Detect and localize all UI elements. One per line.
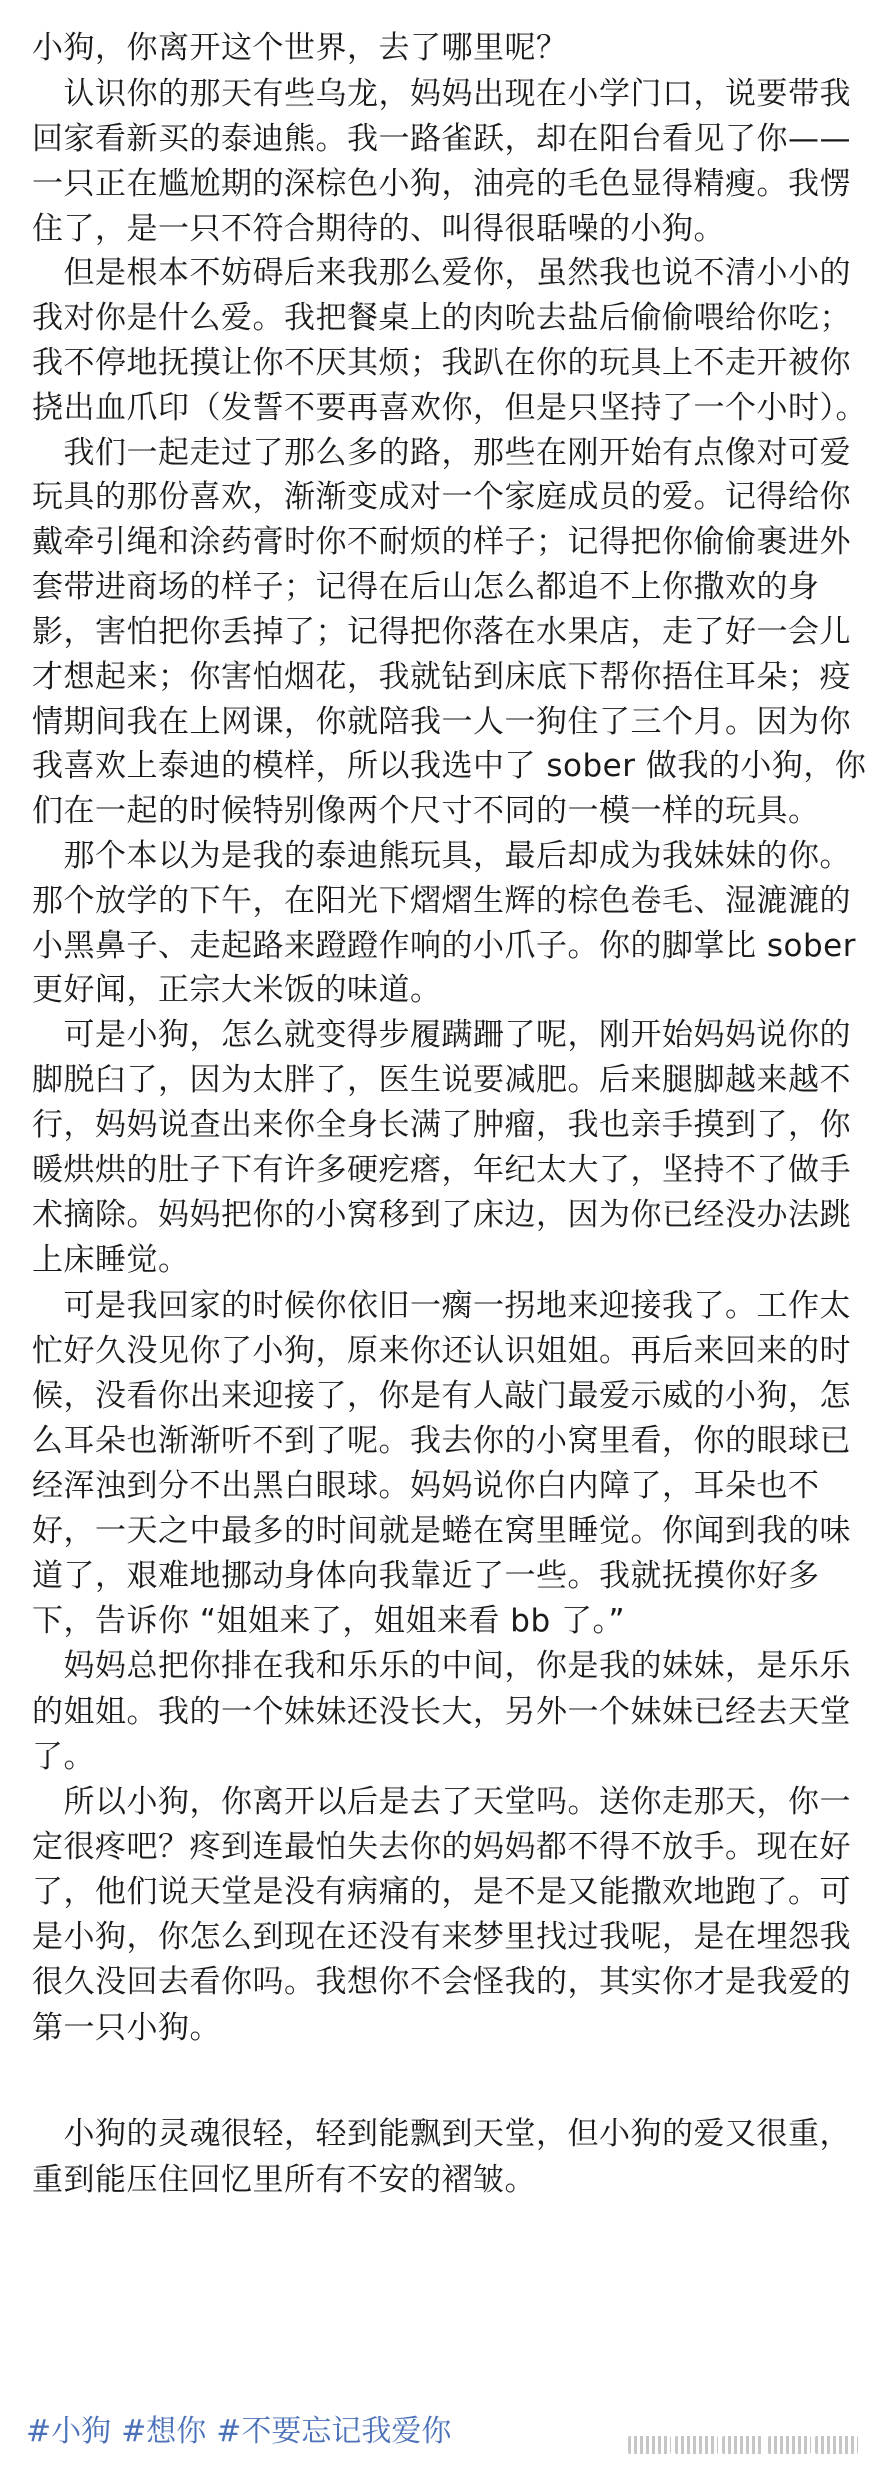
- body-line: 可是小狗，怎么就变得步履蹒跚了呢，刚开始妈妈说你的: [32, 1017, 851, 1053]
- body-line: 脚脱臼了，因为太胖了，医生说要减肥。后来腿脚越来越不: [32, 1062, 851, 1098]
- body-line: 玩具的那份喜欢，渐渐变成对一个家庭成员的爱。记得给你: [32, 479, 851, 515]
- body-line: 影，害怕把你丢掉了；记得把你落在水果店，走了好一会儿: [32, 614, 851, 650]
- body-line: 可是我回家的时候你依旧一瘸一拐地来迎接我了。工作太: [32, 1288, 851, 1324]
- body-line: 住了，是一只不符合期待的、叫得很聒噪的小狗。: [32, 211, 725, 247]
- body-line: 好，一天之中最多的时间就是蜷在窝里睡觉。你闻到我的味: [32, 1513, 851, 1549]
- body-line: 了，他们说天堂是没有病痛的，是不是又能撒欢地跑了。可: [32, 1874, 851, 1910]
- body-line: 才想起来；你害怕烟花，我就钻到床底下帮你捂住耳朵；疫: [32, 659, 851, 695]
- body-line: 术摘除。妈妈把你的小窝移到了床边，因为你已经没办法跳: [32, 1197, 851, 1233]
- body-line: 那个本以为是我的泰迪熊玩具，最后却成为我妹妹的你。: [32, 838, 851, 874]
- hashtag-link[interactable]: #不要忘记我爱你: [216, 2414, 452, 2449]
- body-line: 下，告诉你 “姐姐来了，姐姐来看 bb 了。”: [32, 1603, 626, 1639]
- watermark-logo: [628, 2436, 858, 2454]
- body-line: 上床睡觉。: [32, 1242, 190, 1278]
- body-line: 情期间我在上网课，你就陪我一人一狗住了三个月。因为你: [32, 704, 851, 740]
- post-title: 小狗，你离开这个世界，去了哪里呢？: [32, 30, 568, 66]
- body-line: 是小狗，你怎么到现在还没有来梦里找过我呢，是在埋怨我: [32, 1919, 851, 1955]
- body-line: 那个放学的下午，在阳光下熠熠生辉的棕色卷毛、湿漉漉的: [32, 883, 851, 919]
- body-line: 的姐姐。我的一个妹妹还没长大，另外一个妹妹已经去天堂: [32, 1694, 851, 1730]
- body-line: 很久没回去看你吗。我想你不会怪我的，其实你才是我爱的: [32, 1964, 851, 2000]
- body-line: 认识你的那天有些乌龙，妈妈出现在小学门口，说要带我: [32, 76, 851, 112]
- body-line: 候，没看你出来迎接了，你是有人敲门最爱示威的小狗，怎: [32, 1378, 851, 1414]
- body-line: 回家看新买的泰迪熊。我一路雀跃，却在阳台看见了你——: [32, 121, 851, 157]
- body-line: 小狗的灵魂很轻，轻到能飘到天堂，但小狗的爱又很重，: [32, 2116, 851, 2152]
- body-line: 重到能压住回忆里所有不安的褶皱。: [32, 2162, 536, 2198]
- body-line: 一只正在尴尬期的深棕色小狗，油亮的毛色显得精瘦。我愣: [32, 166, 851, 202]
- hashtag-link[interactable]: #小狗: [26, 2414, 112, 2449]
- body-line: 了。: [32, 1739, 95, 1775]
- body-line: 我喜欢上泰迪的模样，所以我选中了 sober 做我的小狗，你: [32, 748, 867, 784]
- body-line: 忙好久没见你了小狗，原来你还认识姐姐。再后来回来的时: [32, 1333, 851, 1369]
- body-line: 行，妈妈说查出来你全身长满了肿瘤，我也亲手摸到了，你: [32, 1107, 851, 1143]
- body-line: 戴牵引绳和涂药膏时你不耐烦的样子；记得把你偷偷裹进外: [32, 524, 851, 560]
- hashtag-link[interactable]: #想你: [121, 2414, 207, 2449]
- body-line: 经浑浊到分不出黑白眼球。妈妈说你白内障了，耳朵也不: [32, 1468, 820, 1504]
- body-line: 定很疼吧？疼到连最怕失去你的妈妈都不得不放手。现在好: [32, 1829, 851, 1865]
- body-line: 小黑鼻子、走起路来蹬蹬作响的小爪子。你的脚掌比 sober: [32, 928, 856, 964]
- body-line: 我不停地抚摸让你不厌其烦；我趴在你的玩具上不走开被你: [32, 345, 851, 381]
- body-line: 套带进商场的样子；记得在后山怎么都追不上你撒欢的身: [32, 569, 820, 605]
- body-line: 道了，艰难地挪动身体向我靠近了一些。我就抚摸你好多: [32, 1558, 820, 1594]
- body-line: 更好闻，正宗大米饭的味道。: [32, 972, 442, 1008]
- body-line: 么耳朵也渐渐听不到了呢。我去你的小窝里看，你的眼球已: [32, 1423, 851, 1459]
- body-line: 所以小狗，你离开以后是去了天堂吗。送你走那天，你一: [32, 1784, 851, 1820]
- body-line: 妈妈总把你排在我和乐乐的中间，你是我的妹妹，是乐乐: [32, 1648, 851, 1684]
- body-line: 我对你是什么爱。我把餐桌上的肉吮去盐后偷偷喂给你吃；: [32, 300, 851, 336]
- body-line: 第一只小狗。: [32, 2010, 221, 2046]
- body-line: 挠出血爪印（发誓不要再喜欢你，但是只坚持了一个小时）。: [32, 390, 867, 426]
- body-line: 但是根本不妨碍后来我那么爱你，虽然我也说不清小小的: [32, 255, 851, 291]
- body-line: 我们一起走过了那么多的路，那些在刚开始有点像对可爱: [32, 435, 851, 471]
- hashtag-list: [26, 2412, 461, 2452]
- body-line: 们在一起的时候特别像两个尺寸不同的一模一样的玩具。: [32, 793, 820, 829]
- body-line: 暖烘烘的肚子下有许多硬疙瘩，年纪太大了，坚持不了做手: [32, 1152, 851, 1188]
